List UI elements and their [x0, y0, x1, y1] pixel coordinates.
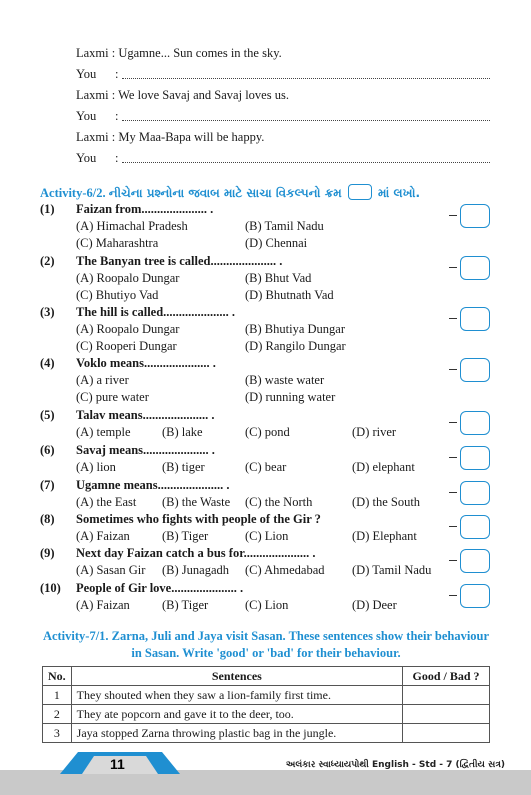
question-text: Next day Faizan catch a bus for..................... .	[76, 546, 316, 560]
option-c: (C) Lion	[245, 529, 289, 543]
option-a: (A) Roopalo Dungar	[76, 271, 180, 285]
option-c: (C) the North	[245, 495, 313, 509]
answer-dash	[449, 267, 457, 268]
question-number: (2)	[40, 254, 55, 268]
answer-dash	[449, 422, 457, 423]
answer-box[interactable]	[460, 256, 490, 280]
you-colon: :	[115, 109, 119, 123]
table-row	[43, 724, 490, 743]
question-text: The Banyan tree is called..................... .	[76, 254, 283, 268]
question-number: (8)	[40, 512, 55, 526]
option-b: (B) Tiger	[162, 598, 209, 612]
option-d: (D) elephant	[352, 460, 415, 474]
answer-box[interactable]	[460, 481, 490, 505]
behaviour-table	[42, 666, 490, 743]
option-a: (A) lion	[76, 460, 116, 474]
question-number: (10)	[40, 581, 61, 595]
you-colon: :	[115, 151, 119, 165]
activity-6-label: Activity-6/2.	[40, 186, 106, 200]
page-number: 11	[110, 756, 125, 772]
row-sentence: Jaya stopped Zarna throwing plastic bag in the jungle.	[71, 724, 402, 743]
answer-box[interactable]	[460, 446, 490, 470]
answer-box[interactable]	[460, 358, 490, 382]
option-d: (D) Bhutnath Vad	[245, 288, 334, 302]
row-sentence: They shouted when they saw a lion-family first time.	[71, 686, 402, 705]
option-b: (B) Tiger	[162, 529, 209, 543]
you-answer-line-3[interactable]	[76, 151, 490, 165]
header-good-bad: Good / Bad ?	[403, 667, 490, 686]
answer-box[interactable]	[460, 515, 490, 539]
option-d: (D) Tamil Nadu	[352, 563, 432, 577]
question-number: (6)	[40, 443, 55, 457]
question-number: (5)	[40, 408, 55, 422]
row-number: 3	[43, 724, 72, 743]
answer-rule	[122, 162, 490, 163]
question-text: Sometimes who fights with people of the Gir ?	[76, 512, 321, 526]
option-c: (C) Bhutiyo Vad	[76, 288, 159, 302]
question-number: (4)	[40, 356, 55, 370]
answer-box[interactable]	[460, 584, 490, 608]
option-c: (C) Maharashtra	[76, 236, 159, 250]
answer-box[interactable]	[460, 204, 490, 228]
header-no: No.	[43, 667, 72, 686]
option-c: (C) pond	[245, 425, 290, 439]
answer-dash	[449, 526, 457, 527]
option-b: (B) Tamil Nadu	[245, 219, 324, 233]
answer-dash	[449, 369, 457, 370]
you-colon: :	[115, 67, 119, 81]
you-label: You	[76, 109, 97, 123]
option-c: (C) bear	[245, 460, 287, 474]
row-answer-cell[interactable]	[403, 724, 490, 743]
option-a: (A) a river	[76, 373, 129, 387]
row-sentence: They ate popcorn and gave it to the deer, too.	[71, 705, 402, 724]
option-b: (B) tiger	[162, 460, 205, 474]
option-d: (D) running water	[245, 390, 336, 404]
inline-answer-box-icon	[348, 184, 372, 200]
activity-6-instruction: નીચેના પ્રશ્નોના જવાબ માટે સાચા વિકલ્પનો ક્રમ	[108, 186, 342, 200]
row-number: 2	[43, 705, 72, 724]
option-c: (C) Lion	[245, 598, 289, 612]
question-number: (9)	[40, 546, 55, 560]
option-d: (D) the South	[352, 495, 421, 509]
answer-dash	[449, 492, 457, 493]
question-text: People of Gir love..................... .	[76, 581, 244, 595]
answer-rule	[122, 120, 490, 121]
table-row	[43, 705, 490, 724]
option-b: (B) Bhut Vad	[245, 271, 312, 285]
option-a: (A) Roopalo Dungar	[76, 322, 180, 336]
option-b: (B) Junagadh	[162, 563, 229, 577]
question-text: Ugamne means..................... .	[76, 478, 230, 492]
question-text: The hill is called..................... .	[76, 305, 236, 319]
option-a: (A) Faizan	[76, 529, 130, 543]
question-text: Faizan from..................... .	[76, 202, 214, 216]
answer-box[interactable]	[460, 411, 490, 435]
question-number: (1)	[40, 202, 55, 216]
option-b: (B) waste water	[245, 373, 325, 387]
dialog-line-2: Laxmi : We love Savaj and Savaj loves us.	[76, 88, 289, 102]
answer-dash	[449, 560, 457, 561]
activity-6-instruction-end: માં લખો.	[377, 186, 421, 200]
answer-box[interactable]	[460, 307, 490, 331]
row-number: 1	[43, 686, 72, 705]
option-c: (C) pure water	[76, 390, 149, 404]
question-number: (3)	[40, 305, 55, 319]
option-a: (A) the East	[76, 495, 137, 509]
row-answer-cell[interactable]	[403, 705, 490, 724]
answer-dash	[449, 457, 457, 458]
table-row	[43, 686, 490, 705]
you-answer-line-1[interactable]	[76, 67, 490, 81]
you-answer-line-2[interactable]	[76, 109, 490, 123]
question-text: Savaj means..................... .	[76, 443, 215, 457]
option-c: (C) Rooperi Dungar	[76, 339, 177, 353]
activity-6-heading	[40, 184, 420, 201]
option-d: (D) Rangilo Dungar	[245, 339, 346, 353]
answer-box[interactable]	[460, 549, 490, 573]
dialog-line-1: Laxmi : Ugamne... Sun comes in the sky.	[76, 46, 282, 60]
question-text: Talav means..................... .	[76, 408, 215, 422]
option-b: (B) lake	[162, 425, 203, 439]
answer-rule	[122, 78, 490, 79]
option-a: (A) Faizan	[76, 598, 130, 612]
option-a: (A) temple	[76, 425, 131, 439]
option-d: (D) Deer	[352, 598, 397, 612]
option-d: (D) Chennai	[245, 236, 308, 250]
table-header-row	[43, 667, 490, 686]
header-sentences: Sentences	[71, 667, 402, 686]
answer-dash	[449, 595, 457, 596]
row-answer-cell[interactable]	[403, 686, 490, 705]
question-number: (7)	[40, 478, 55, 492]
footer-book-title: અલંકાર સ્વાધ્યાયપોથી English - Std - 7 (દ્વિતીય સત્ર)	[285, 760, 505, 770]
you-label: You	[76, 67, 97, 81]
you-label: You	[76, 151, 97, 165]
answer-dash	[449, 215, 457, 216]
option-a: (A) Sasan Gir	[76, 563, 146, 577]
answer-dash	[449, 318, 457, 319]
dialog-line-3: Laxmi : My Maa-Bapa will be happy.	[76, 130, 265, 144]
question-text: Voklo means..................... .	[76, 356, 216, 370]
option-b: (B) Bhutiya Dungar	[245, 322, 345, 336]
option-c: (C) Ahmedabad	[245, 563, 325, 577]
option-d: (D) river	[352, 425, 397, 439]
option-b: (B) the Waste	[162, 495, 231, 509]
option-d: (D) Elephant	[352, 529, 417, 543]
option-a: (A) Himachal Pradesh	[76, 219, 188, 233]
activity-7-heading: Activity-7/1. Zarna, Juli and Jaya visit Sasan. These sentences show their behaviour in Sasan. Write 'good' or 'bad' for their behaviour.	[42, 629, 490, 660]
